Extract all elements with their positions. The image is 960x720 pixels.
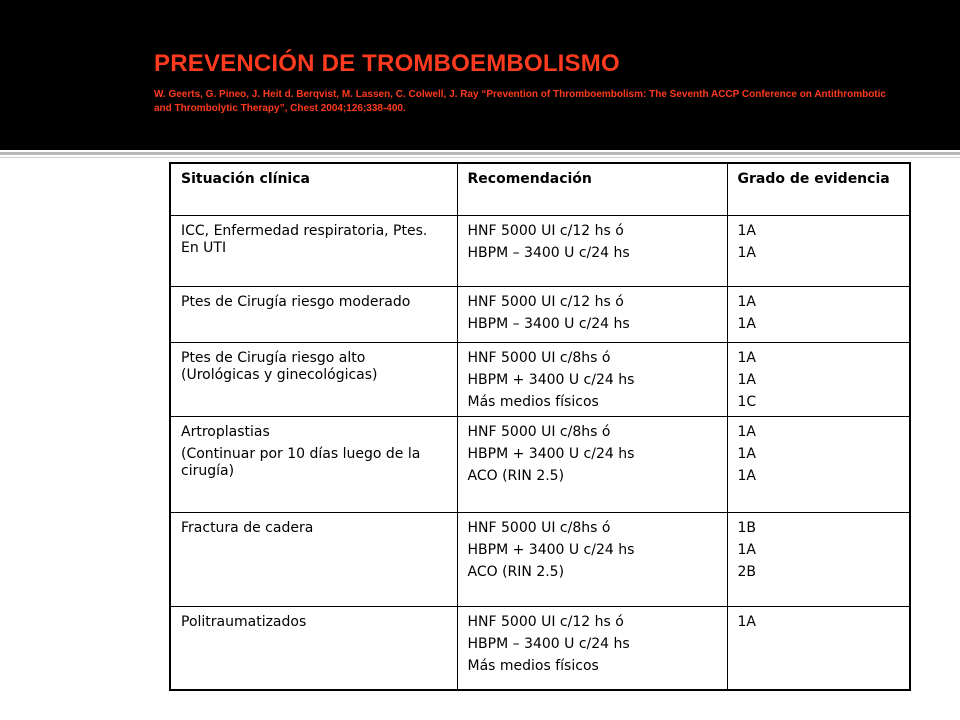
table-row bbox=[170, 512, 910, 606]
cell-recomendacion-line: HNF 5000 UI c/12 hs ó bbox=[467, 222, 624, 239]
cell-situacion bbox=[170, 416, 457, 512]
cell-situacion-line: (Continuar por 10 días luego de la cirugía) bbox=[181, 445, 421, 479]
cell-situacion-line: Ptes de Cirugía riesgo moderado bbox=[181, 293, 411, 310]
cell-recomendacion-line: Más medios físicos bbox=[467, 657, 599, 674]
cell-situacion bbox=[170, 342, 457, 416]
cell-recomendacion-line: HBPM – 3400 U c/24 hs bbox=[467, 635, 630, 652]
cell-grado bbox=[727, 342, 910, 416]
table-row bbox=[170, 286, 910, 342]
cell-grado-line: 1A bbox=[737, 315, 756, 332]
cell-recomendacion-line: HBPM – 3400 U c/24 hs bbox=[467, 244, 630, 261]
cell-situacion-line: Ptes de Cirugía riesgo alto (Urológicas y ginecológicas) bbox=[181, 349, 378, 383]
cell-recomendacion bbox=[457, 286, 727, 342]
cell-grado-line: 1A bbox=[737, 371, 756, 388]
cell-grado-line: 1A bbox=[737, 445, 756, 462]
cell-situacion-line: ICC, Enfermedad respiratoria, Ptes. En UTI bbox=[181, 222, 428, 256]
cell-recomendacion-line: ACO (RIN 2.5) bbox=[467, 563, 565, 580]
cell-grado-line: 1A bbox=[737, 423, 756, 440]
cell-recomendacion bbox=[457, 512, 727, 606]
table-row bbox=[170, 606, 910, 690]
cell-recomendacion-line: ACO (RIN 2.5) bbox=[467, 467, 565, 484]
cell-grado-line: 1A bbox=[737, 222, 756, 239]
cell-grado-line: 1A bbox=[737, 541, 756, 558]
cell-grado-line: 1B bbox=[737, 519, 757, 536]
cell-recomendacion bbox=[457, 416, 727, 512]
cell-recomendacion-line: HNF 5000 UI c/12 hs ó bbox=[467, 293, 624, 310]
cell-grado bbox=[727, 512, 910, 606]
cell-situacion bbox=[170, 286, 457, 342]
header-grado: Grado de evidencia bbox=[727, 163, 910, 215]
cell-grado-line: 1A bbox=[737, 293, 756, 310]
cell-grado-line: 2B bbox=[737, 563, 757, 580]
header-situacion: Situación clínica bbox=[170, 163, 457, 215]
cell-situacion bbox=[170, 512, 457, 606]
cell-grado-line: 1A bbox=[737, 613, 756, 630]
cell-situacion bbox=[170, 215, 457, 286]
cell-situacion-line: Politraumatizados bbox=[181, 613, 307, 630]
header-recomendacion: Recomendación bbox=[457, 163, 727, 215]
recommendations-table bbox=[169, 162, 911, 691]
table-body bbox=[170, 215, 910, 690]
table-row bbox=[170, 215, 910, 286]
title-banner bbox=[0, 0, 960, 150]
cell-recomendacion bbox=[457, 342, 727, 416]
cell-recomendacion-line: HBPM + 3400 U c/24 hs bbox=[467, 445, 635, 462]
cell-grado-line: 1A bbox=[737, 349, 756, 366]
cell-recomendacion-line: Más medios físicos bbox=[467, 393, 599, 410]
divider-thin bbox=[0, 157, 960, 158]
cell-situacion-line: Fractura de cadera bbox=[181, 519, 314, 536]
table-row bbox=[170, 416, 910, 512]
cell-grado-line: 1C bbox=[737, 393, 757, 410]
cell-grado-line: 1A bbox=[737, 467, 756, 484]
cell-grado bbox=[727, 416, 910, 512]
citation-text: W. Geerts, G. Pineo, J. Heit d. Berqvist, M. Lassen, C. Colwell, J. Ray “Prevention of Thromboembolism: The Seventh ACCP Conference on Antithrombotic and Thrombolytic Therapy”, Chest 2004;126;338-400. bbox=[154, 89, 886, 114]
cell-grado bbox=[727, 215, 910, 286]
cell-recomendacion-line: HBPM + 3400 U c/24 hs bbox=[467, 371, 635, 388]
cell-recomendacion-line: HNF 5000 UI c/12 hs ó bbox=[467, 613, 624, 630]
cell-recomendacion-line: HBPM + 3400 U c/24 hs bbox=[467, 541, 635, 558]
cell-recomendacion-line: HNF 5000 UI c/8hs ó bbox=[467, 349, 611, 366]
cell-grado bbox=[727, 606, 910, 690]
table-row bbox=[170, 342, 910, 416]
cell-grado-line: 1A bbox=[737, 244, 756, 261]
cell-grado bbox=[727, 286, 910, 342]
cell-recomendacion-line: HBPM – 3400 U c/24 hs bbox=[467, 315, 630, 332]
cell-situacion-line: Artroplastias bbox=[181, 423, 270, 440]
cell-recomendacion-line: HNF 5000 UI c/8hs ó bbox=[467, 423, 611, 440]
cell-situacion bbox=[170, 606, 457, 690]
cell-recomendacion bbox=[457, 606, 727, 690]
cell-recomendacion-line: HNF 5000 UI c/8hs ó bbox=[467, 519, 611, 536]
cell-recomendacion bbox=[457, 215, 727, 286]
table-header-row bbox=[170, 163, 910, 215]
divider-thick bbox=[0, 152, 960, 155]
slide-title: PREVENCIÓN DE TROMBOEMBOLISMO bbox=[154, 50, 620, 77]
